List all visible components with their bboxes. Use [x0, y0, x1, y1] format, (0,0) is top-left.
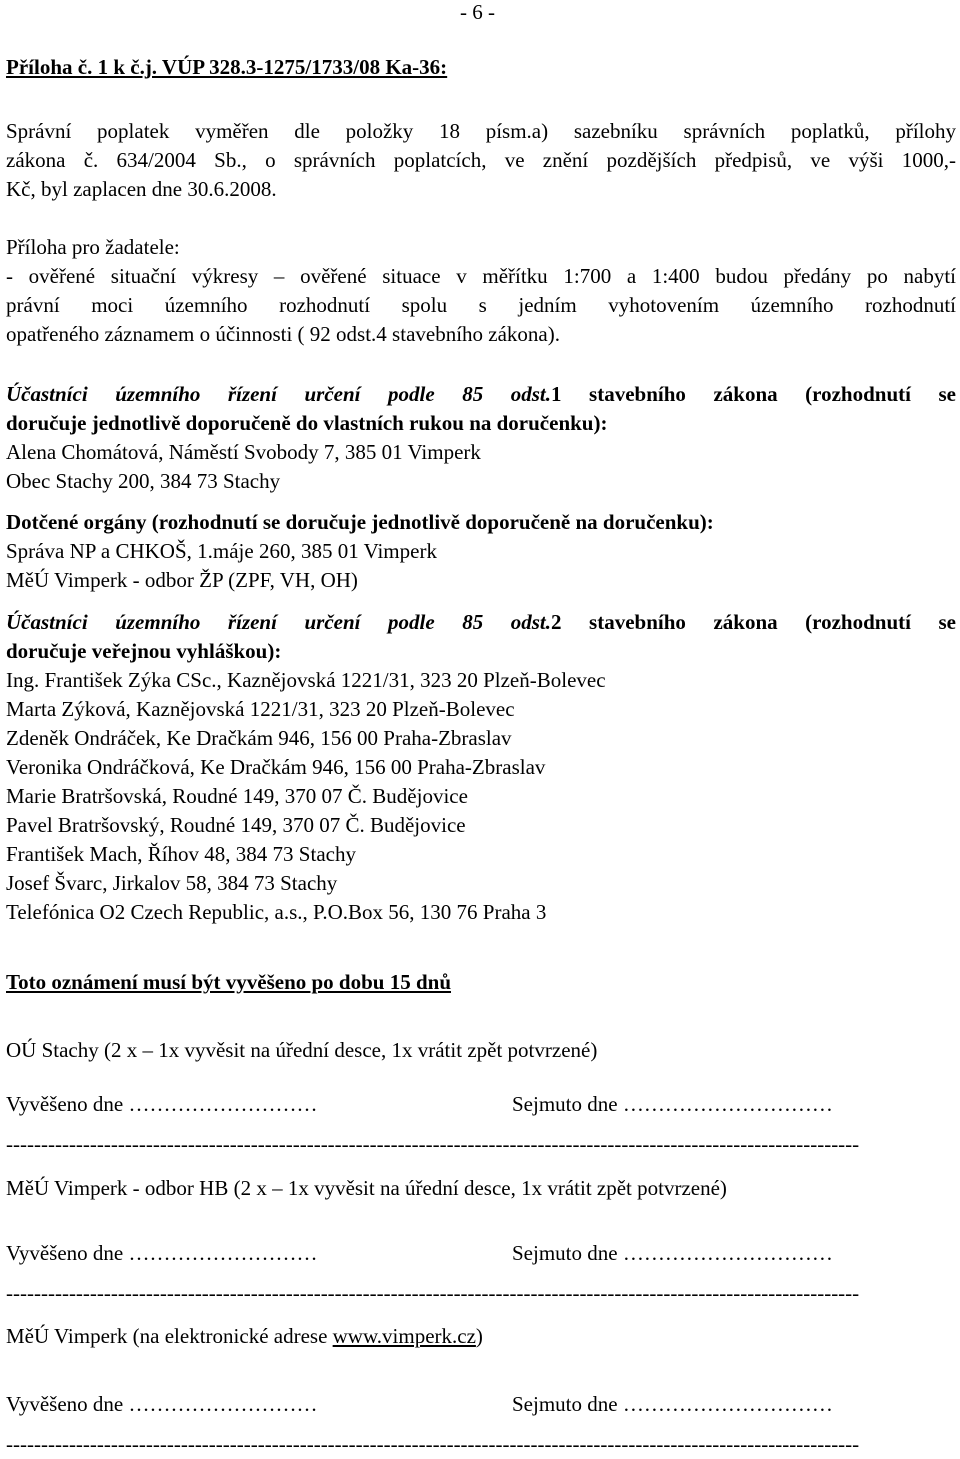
attachment-heading: Příloha č. 1 k č.j. VÚP 328.3-1275/1733/08 Ka-36: — [6, 55, 448, 79]
participant-item: Marie Bratršovská, Roudné 149, 370 07 Č. Budějovice — [6, 784, 468, 808]
separator-line: -------------------------------------------------------------------------------------------------------------------------- — [6, 1132, 860, 1156]
applicant-attachment-line-1: - ověřené situační výkresy – ověřené situace v měřítku 1:700 a 1:400 budou předány po nabytí — [6, 264, 956, 288]
posted-date-2: Vyvěšeno dne ……………………… — [6, 1241, 318, 1265]
authority-item: MěÚ Vimperk - odbor ŽP (ZPF, VH, OH) — [6, 568, 358, 592]
participant-item: Telefónica O2 Czech Republic, a.s., P.O.Box 56, 130 76 Praha 3 — [6, 900, 547, 924]
separator-line: -------------------------------------------------------------------------------------------------------------------------- — [6, 1432, 860, 1456]
participant-item: Josef Švarc, Jirkalov 58, 384 73 Stachy — [6, 871, 338, 895]
applicant-attachment-title: Příloha pro žadatele: — [6, 235, 180, 259]
participants-85-1-heading-italic: Účastníci územního řízení určení podle 85 odst. — [6, 382, 552, 406]
participants-85-2-heading-line-1 — [6, 608, 956, 637]
participant-item: Zdeněk Ondráček, Ke Dračkám 946, 156 00 Praha-Zbraslav — [6, 726, 512, 750]
participants-85-2-heading-line-2: doručuje veřejnou vyhláškou): — [6, 639, 282, 663]
participant-item: František Mach, Říhov 48, 384 73 Stachy — [6, 842, 356, 866]
participant-item: Alena Chomátová, Náměstí Svobody 7, 385 01 Vimperk — [6, 440, 481, 464]
posting-office-3-suffix: ) — [475, 1324, 483, 1348]
authority-item: Správa NP a CHKOŠ, 1.máje 260, 385 01 Vimperk — [6, 539, 437, 563]
posting-office-1: OÚ Stachy (2 x – 1x vyvěsit na úřední desce, 1x vrátit zpět potvrzené) — [6, 1038, 598, 1062]
applicant-attachment-line-3: opatřeného záznamem o účinnosti ( 92 odst.4 stavebního zákona). — [6, 322, 560, 346]
fee-line-2: zákona č. 634/2004 Sb., o správních poplatcích, ve znění pozdějších předpisů, ve výši 1000,- — [6, 148, 956, 172]
participant-item: Obec Stachy 200, 384 73 Stachy — [6, 469, 281, 493]
removed-date-2: Sejmuto dne ………………………… — [512, 1241, 833, 1265]
participants-85-2-heading-rest: 2 stavebního zákona (rozhodnutí se — [551, 610, 956, 634]
removed-date-1: Sejmuto dne ………………………… — [512, 1092, 833, 1116]
posting-office-3 — [6, 1322, 956, 1351]
authorities-heading: Dotčené orgány (rozhodnutí se doručuje jednotlivě doporučeně na doručenku): — [6, 510, 714, 534]
participants-85-1-section — [6, 380, 956, 496]
posted-date-1: Vyvěšeno dne ……………………… — [6, 1092, 318, 1116]
authorities-section — [6, 508, 956, 595]
participant-item: Marta Zýková, Kaznějovská 1221/31, 323 20 Plzeň-Bolevec — [6, 697, 515, 721]
posting-notice: Toto oznámení musí být vyvěšeno po dobu 15 dnů — [6, 970, 451, 994]
posted-date-3: Vyvěšeno dne ……………………… — [6, 1392, 318, 1416]
vimperk-website-link[interactable]: www.vimperk.cz — [332, 1324, 476, 1348]
posting-office-3-prefix: MěÚ Vimperk (na elektronické adrese — [6, 1324, 333, 1348]
fee-paragraph — [6, 117, 956, 204]
participants-85-1-heading-line-1 — [6, 380, 956, 409]
participant-item: Veronika Ondráčková, Ke Dračkám 946, 156 00 Praha-Zbraslav — [6, 755, 546, 779]
separator-line: -------------------------------------------------------------------------------------------------------------------------- — [6, 1281, 860, 1305]
participant-item: Pavel Bratršovský, Roudné 149, 370 07 Č. Budějovice — [6, 813, 466, 837]
participants-85-1-heading-rest: 1 stavebního zákona (rozhodnutí se — [551, 382, 956, 406]
applicant-attachment-line-2: právní moci územního rozhodnutí spolu s jedním vyhotovením územního rozhodnutí — [6, 293, 956, 317]
fee-line-3: Kč, byl zaplacen dne 30.6.2008. — [6, 177, 277, 201]
participants-85-2-heading-italic: Účastníci územního řízení určení podle 85 odst. — [6, 610, 552, 634]
participants-85-2-section — [6, 608, 956, 927]
removed-date-3: Sejmuto dne ………………………… — [512, 1392, 833, 1416]
participants-85-1-heading-line-2: doručuje jednotlivě doporučeně do vlastních rukou na doručenku): — [6, 411, 608, 435]
posting-office-2: MěÚ Vimperk - odbor HB (2 x – 1x vyvěsit na úřední desce, 1x vrátit zpět potvrzené) — [6, 1176, 727, 1200]
participant-item: Ing. František Zýka CSc., Kaznějovská 1221/31, 323 20 Plzeň-Bolevec — [6, 668, 606, 692]
applicant-attachment — [6, 233, 956, 349]
fee-line-1: Správní poplatek vyměřen dle položky 18 písm.a) sazebníku správních poplatků, přílohy — [6, 119, 956, 143]
page-number: - 6 - — [460, 0, 495, 24]
